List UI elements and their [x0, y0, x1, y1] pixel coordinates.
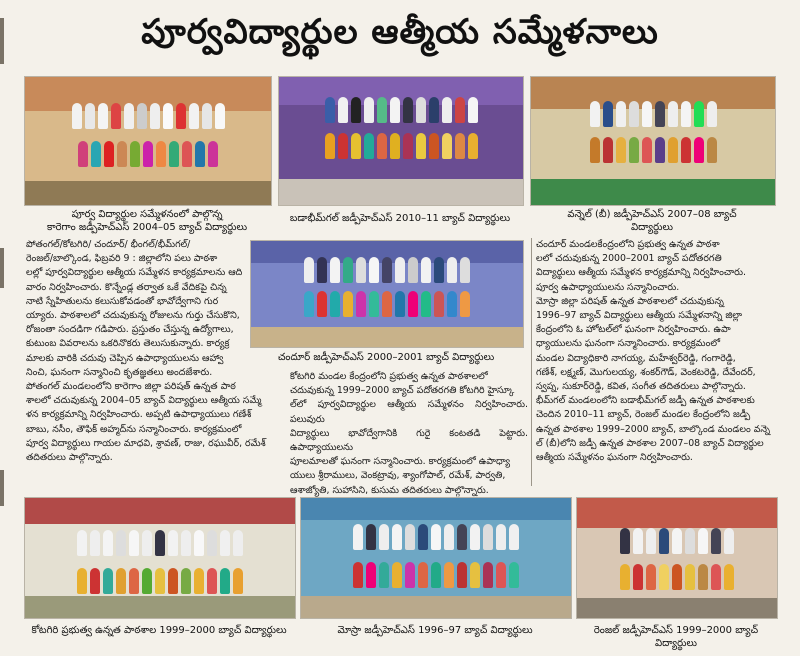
group-photo-renjal [576, 497, 778, 619]
photo-caption: బడాభీమ్‌గల్ జడ్పీహెచ్ఎస్ 2010–11 బ్యాచ్ విద్యార్థులు [289, 213, 511, 224]
group-photo-vannel [530, 76, 776, 206]
article-body-left: పోతంగల్/కోటగిరి/ చందూర్/ భీంగల్/భీమ్‌గల్/ రెంజల్/బాల్కొండ, ఫిబ్రవరి 9 : జిల్లాలోని పలు పాఠశా లల్లో పూర్వవిద్యార్థుల ఆత్మీయ సమ్మేళన కార్యక్రమాలను ఆది వారం నిర్వహించారు. కొన్నేండ్ల తర్వాత ఒకే వేదికపై చిన్న నాటి స్నేహితులను కలుసుకోవడంతో భావోద్వేగాని గుర య్యారు. పాఠశాలలో చదువుకున్న రోజులను గుర్తు చేసుకొని, రోజంతా సందడిగా గడిపారు. ప్రస్తుతం చేస్తున్న ఉద్యోగాలు, కుటుంబ వివరాలను ఒకరినొకరు తెలుసుకున్నారు. కార్యక్ర మాలకు వారికి చదువు చెప్పిన ఉపాధ్యాయులను ఆహ్వా నించి, ఘనంగా సన్మానించి కృతజ్ఞతలు అందజేశారు. పోతంగల్ మండలంలోని కారెగాం జిల్లా పరిషత్ ఉన్నత పాఠ శాలలో చదువుకున్న 2004–05 బ్యాచ్ విద్యార్థులు ఆత్మీయ సమ్మే ళన కార్యక్రమాన్ని నిర్వహించారు. అప్పటి ఉపాధ్యాయులు గణేశ్ బాబు, నసీం, తౌఫిక్ అహ్మద్‌ను సన్మానించారు. కార్యక్రమంలో పూర్వ విద్యార్థులు గాయల మాధవి, శ్రావణ్, రాజు, రఘువీర్, రమేశ్ తదితరులు పాల్గొన్నారు. [26, 239, 266, 464]
photo-caption: రెంజల్ జడ్పీహెచ్ఎస్ 1999–2000 బ్యాచ్ విద్యార్థులు [593, 625, 759, 649]
group-photo-karegam [24, 76, 272, 206]
page-edge-mark [0, 248, 4, 288]
photo-caption: మోస్రా జడ్పీహెచ్ఎస్ 1996–97 బ్యాచ్ విద్యార్థులు [337, 625, 533, 636]
photo-caption: చందూర్ జడ్పీహెచ్ఎస్ 2000–2001 బ్యాచ్ విద్యార్థులు [277, 352, 495, 363]
column-divider [531, 238, 532, 486]
group-photo-kotagiri [24, 497, 296, 619]
group-photo-mosra [300, 497, 572, 619]
photo-caption: వన్నెల్ (బీ) జడ్పీహెచ్ఎస్ 2007–08 బ్యాచ్ విద్యార్థులు [567, 209, 737, 233]
group-photo-chandur [250, 240, 524, 348]
photo-caption: పూర్వ విద్యార్థుల సమ్మేళనంలో పాల్గొన్న కారెగాం జడ్పీహెచ్ఎస్ 2004–05 బ్యాచ్ విద్యార్థులు [46, 209, 248, 233]
page-edge-mark [0, 470, 4, 506]
group-photo-badabhimgal [278, 76, 524, 206]
article-body-right: చందూర్ మండలకేంద్రంలోని ప్రభుత్వ ఉన్నత పాఠశా లలో చదువుకున్న 2000–2001 బ్యాచ్ పదోతరగతి విద్యార్థులు ఆత్మీయ సమ్మేళన కార్యక్రమాన్ని నిర్వహించారు. పూర్వ ఉపాధ్యాయులను సన్మానించారు. మోస్రా జిల్లా పరిషత్ ఉన్నత పాఠశాలలో చదువుకున్న 1996–97 బ్యాచ్ విద్యార్థులు ఆత్మీయ సమ్మేళనాన్ని జిల్లా కేంద్రంలోని ఓ హోటల్‌లో ఘనంగా నిర్వహించారు. ఉపా ధ్యాయులను ఘనంగా సన్మానించారు. కార్యక్రమంలో మండల విద్యాధికారి నాగయ్య, మహేశ్వర్‌రెడ్డి, గంగారెడ్డి, గణేశ్, లక్ష్మణ్, మొగులయ్య, శంకర్‌గౌడ్, వెంకటరెడ్డి, దేవేందర్, స్వప్న, సుకూర్‌రెడ్డి, కవిత, సంగీత తదితరులు పాల్గొన్నారు. భీమ్‌గల్ మండలంలోని బడాభీమ్‌గల్ జడ్పీ ఉన్నత పాఠశాలకు చెందిన 2010–11 బ్యాచ్, రెంజల్ మండల కేంద్రంలోని జడ్పీ ఉన్నత పాఠశాల 1999–2000 బ్యాచ్, బాల్కొండ మండలం వన్నె ల్ (బీ)లోని జడ్పీ ఉన్నత పాఠశాల 2007–08 బ్యాచ్ విద్యార్థుల ఆత్మీయ సమ్మేళనం ఘనంగా నిర్వహించారు. [536, 239, 771, 464]
photo-caption: కోటగిరి ప్రభుత్వ ఉన్నత పాఠశాల 1999–2000 బ్యాచ్ విద్యార్థులు [31, 625, 287, 636]
article-body-middle: కోటగిరి మండల కేంద్రంలోని ప్రభుత్వ ఉన్నత పాఠశాలలో చదువుకున్న 1999–2000 బ్యాచ్ పదోతరగతి కోటగిరి హైస్కూ ల్‌లో పూర్వవిద్యార్థుల ఆత్మీయ సమ్మేళనం నిర్వహించారు. పలువురు విద్యార్థులు భావోద్వేగానికి గురై కంటతడి పెట్టారు. ఉపాధ్యాయులను పూలమాలతో ఘనంగా సన్మానించారు. కార్యక్రమంలో ఉపాధ్యా యులు శ్రీరాములు, వెంకట్రావు, శ్యాంగోపాల్, రమేశ్, పార్వతి, ఆశాజ్యోతి, సుహాసిని, కుసుమ తదితరులు పాల్గొన్నారు. [290, 371, 528, 496]
article-headline: పూర్వవిద్యార్థుల ఆత్మీయ సమ్మేళనాలు [141, 12, 659, 52]
